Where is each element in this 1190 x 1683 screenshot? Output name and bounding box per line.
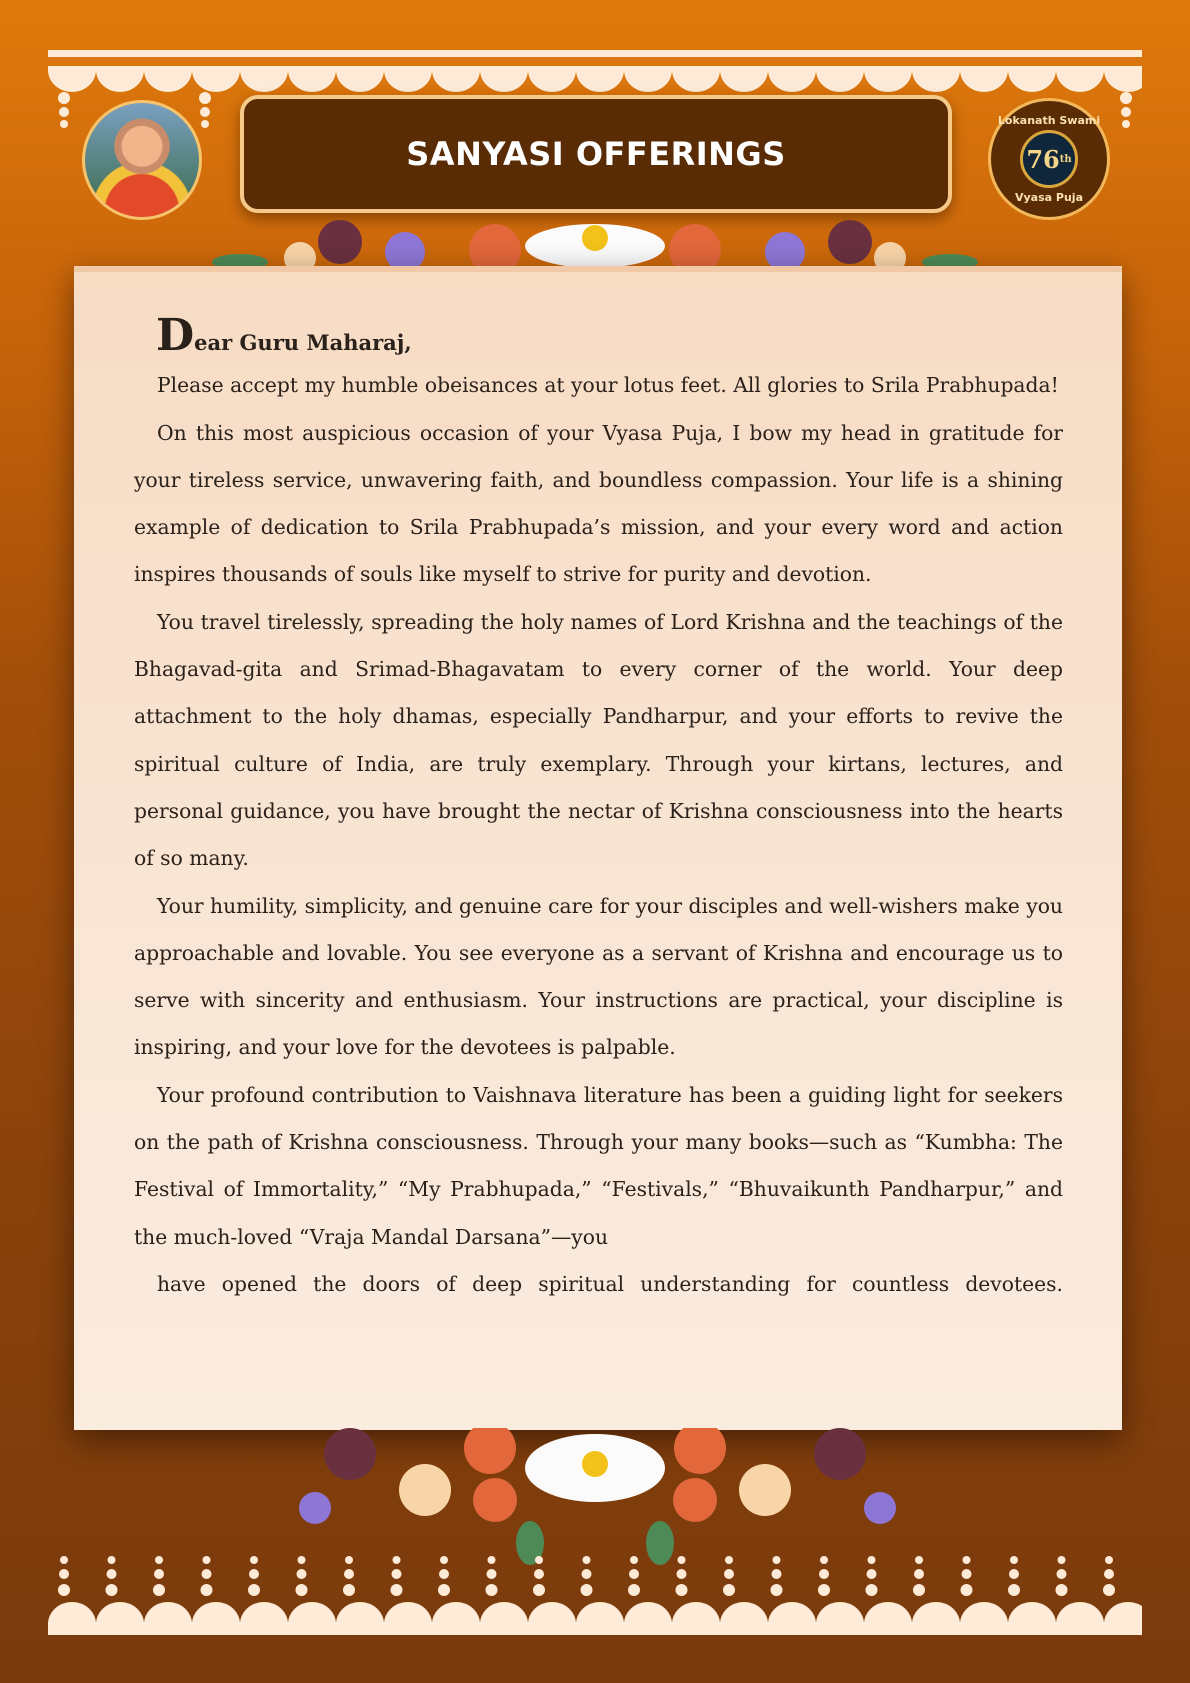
badge-number-suffix: th — [1059, 153, 1072, 165]
badge-bottom-text: Vyasa Puja — [1015, 191, 1083, 204]
badge-number — [1020, 130, 1078, 188]
letter-body — [134, 310, 1063, 1308]
top-flower-cluster — [210, 212, 980, 268]
letter-paragraph: Your humility, simplicity, and genuine care for your disciples and well-wishers make you approachable and lovable. You see everyone as a servant of Krishna and encourage us to serve with sincerity and enthusiasm. Your instructions are practical, your discipline is inspiring, and your love for the devotees is palpable. — [134, 893, 1063, 1060]
letter-paragraph: You travel tirelessly, spreading the holy names of Lord Krishna and the teachings of the Bhagavad-gita and Srimad-Bhagavatam to every corner of the world. Your deep attachment to the holy dhamas, especially Pandharpur, and your efforts to revive the spiritual culture of India, are truly exemplary. Through your kirtans, lectures, and personal guidance, you have brought the nectar of Krishna consciousness into the hearts of so many. — [134, 609, 1063, 871]
guru-portrait-avatar — [82, 100, 202, 220]
bottom-dot-strings — [48, 1554, 1142, 1598]
offering-letter-paper — [74, 266, 1122, 1430]
letter-paragraph: Your profound contribution to Vaishnava literature has been a guiding light for seekers on the path of Krishna consciousness. Through your many books—such as “Kumbha: The Festival of Immortality,” “My Prabhupada,” “Festivals,” “Bhuvaikunth Pandharpur,” and the much-loved “Vraja Mandal Darsana”—you — [134, 1082, 1063, 1249]
bottom-scallop-garland — [48, 1594, 1142, 1628]
bottom-border-rail — [48, 1628, 1142, 1635]
title-banner — [240, 95, 952, 213]
letter-paragraph: Please accept my humble obeisances at your lotus feet. All glories to Srila Prabhupada! — [157, 373, 1059, 398]
letter-greeting — [134, 310, 1063, 366]
greeting-text: ear Guru Maharaj, — [194, 330, 412, 355]
drop-cap: D — [156, 310, 195, 361]
letter-paragraph: have opened the doors of deep spiritual understanding for countless devotees. — [157, 1271, 1063, 1296]
top-border-rail — [48, 50, 1142, 57]
bottom-flower-cluster — [230, 1428, 960, 1568]
vyasa-puja-76th-badge — [988, 98, 1110, 220]
letter-paragraph: On this most auspicious occasion of your Vyasa Puja, I bow my head in gratitude for your tireless service, unwavering faith, and boundless compassion. Your life is a shining example of dedication to Srila Prabhupada’s mission, and your every word and action inspires thousands of souls like myself to strive for purity and devotion. — [134, 420, 1063, 587]
badge-top-text: Lokanath Swami — [997, 114, 1101, 127]
page-title: SANYASI OFFERINGS — [406, 135, 786, 173]
badge-number-value: 76 — [1026, 144, 1060, 174]
